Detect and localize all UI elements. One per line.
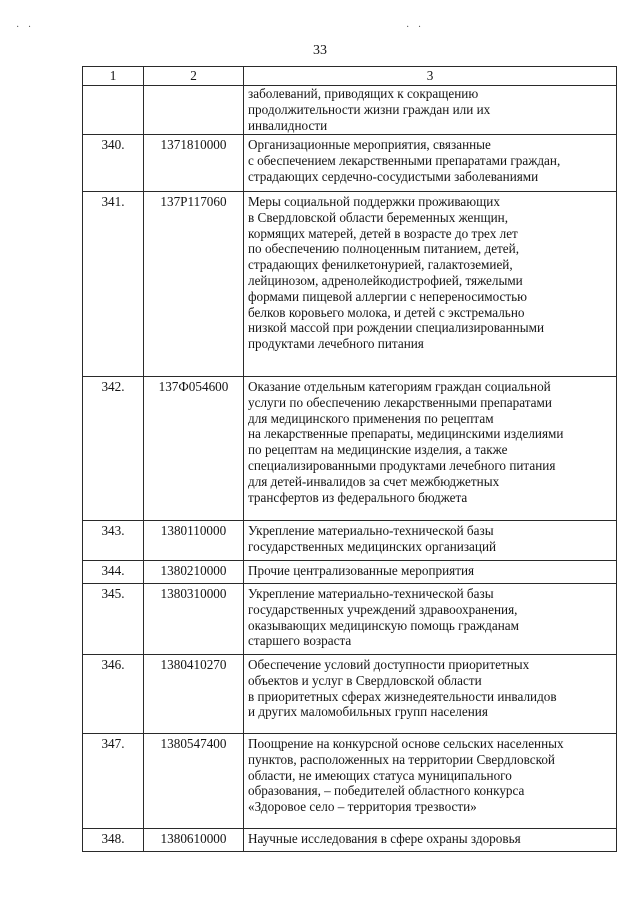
table-row (83, 829, 617, 852)
description-line: в приоритетных сферах жизнедеятельности инвалидов (248, 688, 557, 704)
column-header-code: 2 (144, 67, 244, 86)
description-line: лейцинозом, адренолейкодистрофией, тяжелыми (248, 272, 523, 288)
description-line: пунктов, расположенных на территории Свердловской (248, 751, 555, 767)
row-description-cell (244, 561, 617, 584)
description-line: Прочие централизованные мероприятия (248, 563, 475, 578)
description-line: и других маломобильных групп населения (248, 704, 488, 720)
page-number: 33 (313, 43, 327, 58)
row-description-cell (244, 135, 617, 192)
description-line: с обеспечением лекарственными препаратами граждан, (248, 152, 561, 168)
row-code-cell: 1380210000 (144, 561, 244, 584)
row-description-cell (244, 192, 617, 377)
table-row (83, 584, 617, 655)
description-line: по обеспечению полноценным питанием, детей, (248, 241, 520, 257)
row-description-cell (244, 829, 617, 852)
description-line: старшего возраста (248, 633, 352, 649)
table-row (83, 734, 617, 829)
description-line: объектов и услуг в Свердловской области (248, 672, 482, 688)
table-row (83, 561, 617, 584)
description-line: формами пищевой аллергии с непереносимостью (248, 288, 528, 304)
description-line: государственных медицинских организаций (248, 538, 497, 554)
description-line: Поощрение на конкурсной основе сельских населенных (248, 736, 564, 751)
scan-mark: · · (406, 22, 425, 33)
description-line: для детей-инвалидов за счет межбюджетных (248, 473, 500, 489)
scan-mark: · · (16, 22, 35, 33)
description-line: государственных учреждений здравоохранения, (248, 601, 518, 617)
row-description-cell (244, 734, 617, 829)
row-number-cell: 340. (83, 135, 144, 192)
row-code-cell: 1380547400 (144, 734, 244, 829)
row-number-cell: 347. (83, 734, 144, 829)
description-line: для медицинского применения по рецептам (248, 410, 494, 426)
description-line: страдающих сердечно-сосудистыми заболеваниями (248, 168, 539, 184)
table-row (83, 192, 617, 377)
description-line: специализированными продуктами лечебного питания (248, 457, 556, 473)
row-number-cell: 341. (83, 192, 144, 377)
table-row (83, 135, 617, 192)
description-line: Научные исследования в сфере охраны здоровья (248, 831, 521, 846)
description-line: «Здоровое село – территория трезвости» (248, 799, 477, 815)
column-header-number: 1 (83, 67, 144, 86)
description-line: на лекарственные препараты, медицинскими изделиями (248, 426, 564, 442)
row-code-cell: 1380110000 (144, 521, 244, 561)
description-line: образования, – победителей областного конкурса (248, 783, 525, 799)
description-line: по рецептам на медицинские изделия, а также (248, 442, 508, 458)
row-description-cell (244, 521, 617, 561)
description-line: Укрепление материально-технической базы (248, 523, 494, 538)
row-number-cell (83, 86, 144, 135)
row-code-cell: 137Р117060 (144, 192, 244, 377)
table-row (83, 521, 617, 561)
budget-classification-table (82, 66, 617, 852)
column-header-description: 3 (244, 67, 617, 86)
row-number-cell: 342. (83, 377, 144, 521)
description-line: белков коровьего молока, и детей с экстремально (248, 304, 525, 320)
row-code-cell: 1371810000 (144, 135, 244, 192)
row-description-cell (244, 655, 617, 734)
row-code-cell: 137Ф054600 (144, 377, 244, 521)
description-line: продолжительности жизни граждан или их (248, 101, 491, 117)
row-number-cell: 344. (83, 561, 144, 584)
description-line: оказывающих медицинскую помощь гражданам (248, 617, 519, 633)
table-row (83, 377, 617, 521)
description-line: Укрепление материально-технической базы (248, 586, 494, 601)
row-number-cell: 345. (83, 584, 144, 655)
row-description-cell (244, 377, 617, 521)
table-header-row (83, 67, 617, 86)
description-line: инвалидности (248, 117, 328, 133)
description-line: Обеспечение условий доступности приоритетных (248, 657, 530, 672)
description-line: кормящих матерей, детей в возрасте до трех лет (248, 225, 518, 241)
row-description-cell (244, 584, 617, 655)
description-line: заболеваний, приводящих к сокращению (248, 86, 479, 101)
description-line: услуги по обеспечению лекарственными препаратами (248, 394, 552, 410)
description-line: низкой массой при рождении специализированными (248, 320, 545, 336)
description-line: Оказание отдельным категориям граждан социальной (248, 379, 551, 394)
description-line: трансфертов из федерального бюджета (248, 489, 468, 505)
table-row-continuation (83, 86, 617, 135)
description-line: Организационные мероприятия, связанные (248, 137, 491, 152)
description-line: в Свердловской области беременных женщин, (248, 209, 509, 225)
row-number-cell: 346. (83, 655, 144, 734)
description-line: страдающих фенилкетонурией, галактоземией, (248, 257, 513, 273)
description-line: продуктами лечебного питания (248, 336, 424, 352)
row-number-cell: 343. (83, 521, 144, 561)
row-code-cell (144, 86, 244, 135)
row-number-cell: 348. (83, 829, 144, 852)
row-code-cell: 1380310000 (144, 584, 244, 655)
description-line: Меры социальной поддержки проживающих (248, 194, 500, 209)
description-line: области, не имеющих статуса муниципального (248, 767, 512, 783)
table-row (83, 655, 617, 734)
row-description-cell (244, 86, 617, 135)
row-code-cell: 1380410270 (144, 655, 244, 734)
row-code-cell: 1380610000 (144, 829, 244, 852)
